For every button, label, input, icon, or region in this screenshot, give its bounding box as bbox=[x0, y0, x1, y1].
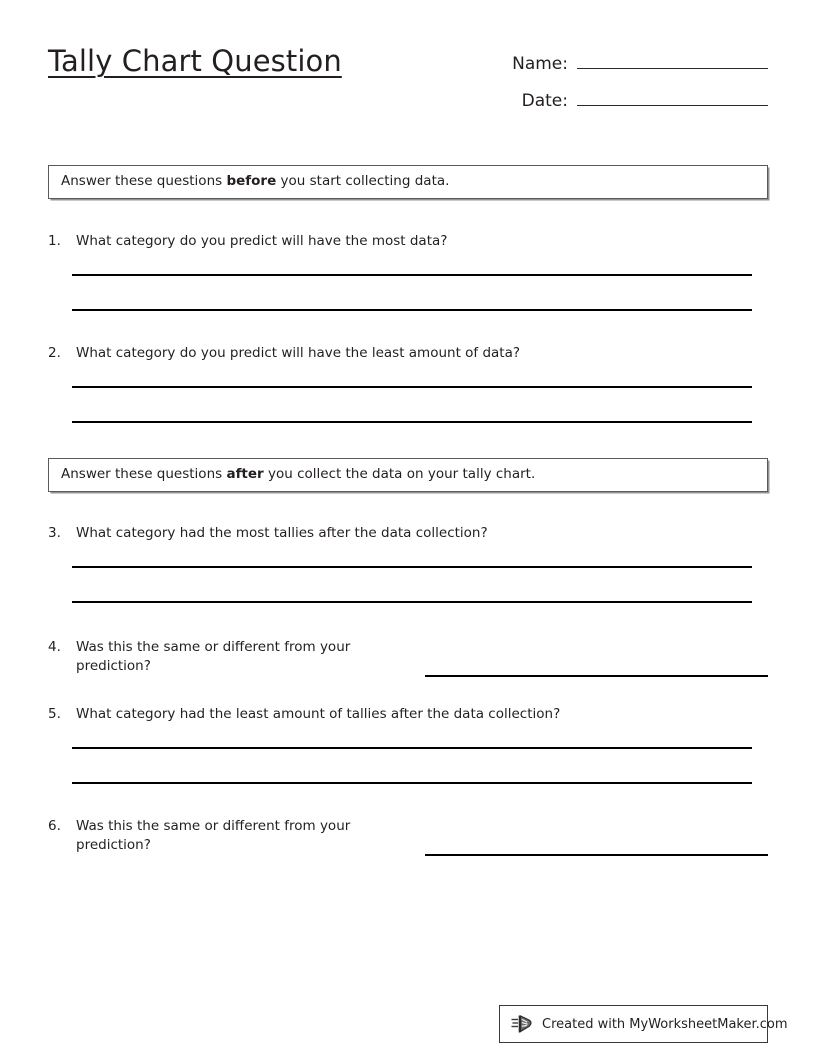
question-3-text: What category had the most tallies after the data collection? bbox=[76, 525, 488, 541]
answer-lines-2 bbox=[72, 386, 752, 423]
date-field-label: Date: bbox=[521, 91, 568, 111]
answer-line[interactable] bbox=[72, 421, 752, 423]
question-6-text: Was this the same or different from your prediction? bbox=[76, 818, 351, 853]
answer-lines-1 bbox=[72, 274, 752, 311]
instruction-banner-after bbox=[48, 458, 768, 492]
date-field-line[interactable] bbox=[577, 84, 768, 106]
answer-line[interactable] bbox=[425, 854, 768, 856]
question-1-text: What category do you predict will have the most data? bbox=[76, 233, 448, 249]
instruction-before-suffix: you start collecting data. bbox=[276, 173, 450, 190]
instruction-banner-before bbox=[48, 165, 768, 199]
name-field-line[interactable] bbox=[577, 47, 768, 69]
question-6 bbox=[48, 817, 768, 855]
created-with-badge-text: Created with MyWorksheetMaker.com bbox=[542, 1016, 788, 1032]
answer-line[interactable] bbox=[72, 782, 752, 784]
question-1-number: 1. bbox=[48, 233, 61, 249]
name-field-label: Name: bbox=[512, 54, 568, 74]
question-2-text: What category do you predict will have the least amount of data? bbox=[76, 345, 521, 361]
question-2-number: 2. bbox=[48, 345, 61, 361]
created-with-badge[interactable] bbox=[499, 1005, 788, 1043]
answer-line-gap bbox=[72, 568, 752, 601]
question-1 bbox=[48, 232, 768, 251]
answer-line-gap bbox=[72, 749, 752, 782]
question-4-text: Was this the same or different from your prediction? bbox=[76, 639, 351, 674]
answer-line[interactable] bbox=[72, 601, 752, 603]
question-3 bbox=[48, 524, 768, 543]
instruction-after-emphasis: after bbox=[226, 466, 264, 483]
question-3-number: 3. bbox=[48, 525, 61, 541]
question-5-text: What category had the least amount of tallies after the data collection? bbox=[76, 706, 561, 722]
question-4 bbox=[48, 638, 768, 676]
answer-line-gap bbox=[72, 388, 752, 421]
question-4-number: 4. bbox=[48, 639, 61, 655]
page-title: Tally Chart Question bbox=[48, 44, 342, 78]
instruction-before-prefix: Answer these questions bbox=[61, 173, 227, 190]
question-2 bbox=[48, 344, 768, 363]
answer-lines-3 bbox=[72, 566, 752, 603]
answer-line-gap bbox=[72, 276, 752, 309]
worksheet-maker-flag-icon bbox=[511, 1013, 535, 1035]
instruction-banner-after-text bbox=[49, 468, 535, 482]
name-date-block bbox=[500, 47, 768, 121]
question-5 bbox=[48, 705, 768, 724]
question-6-number: 6. bbox=[48, 818, 61, 834]
answer-lines-5 bbox=[72, 747, 752, 784]
name-field-row bbox=[500, 47, 768, 84]
worksheet-header bbox=[48, 44, 768, 124]
instruction-before-emphasis: before bbox=[226, 173, 277, 190]
date-field-row bbox=[500, 84, 768, 121]
instruction-after-suffix: you collect the data on your tally chart. bbox=[263, 466, 536, 483]
instruction-after-prefix: Answer these questions bbox=[61, 466, 227, 483]
answer-line[interactable] bbox=[425, 675, 768, 677]
answer-line[interactable] bbox=[72, 309, 752, 311]
instruction-banner-before-text bbox=[49, 175, 449, 189]
question-5-number: 5. bbox=[48, 706, 61, 722]
